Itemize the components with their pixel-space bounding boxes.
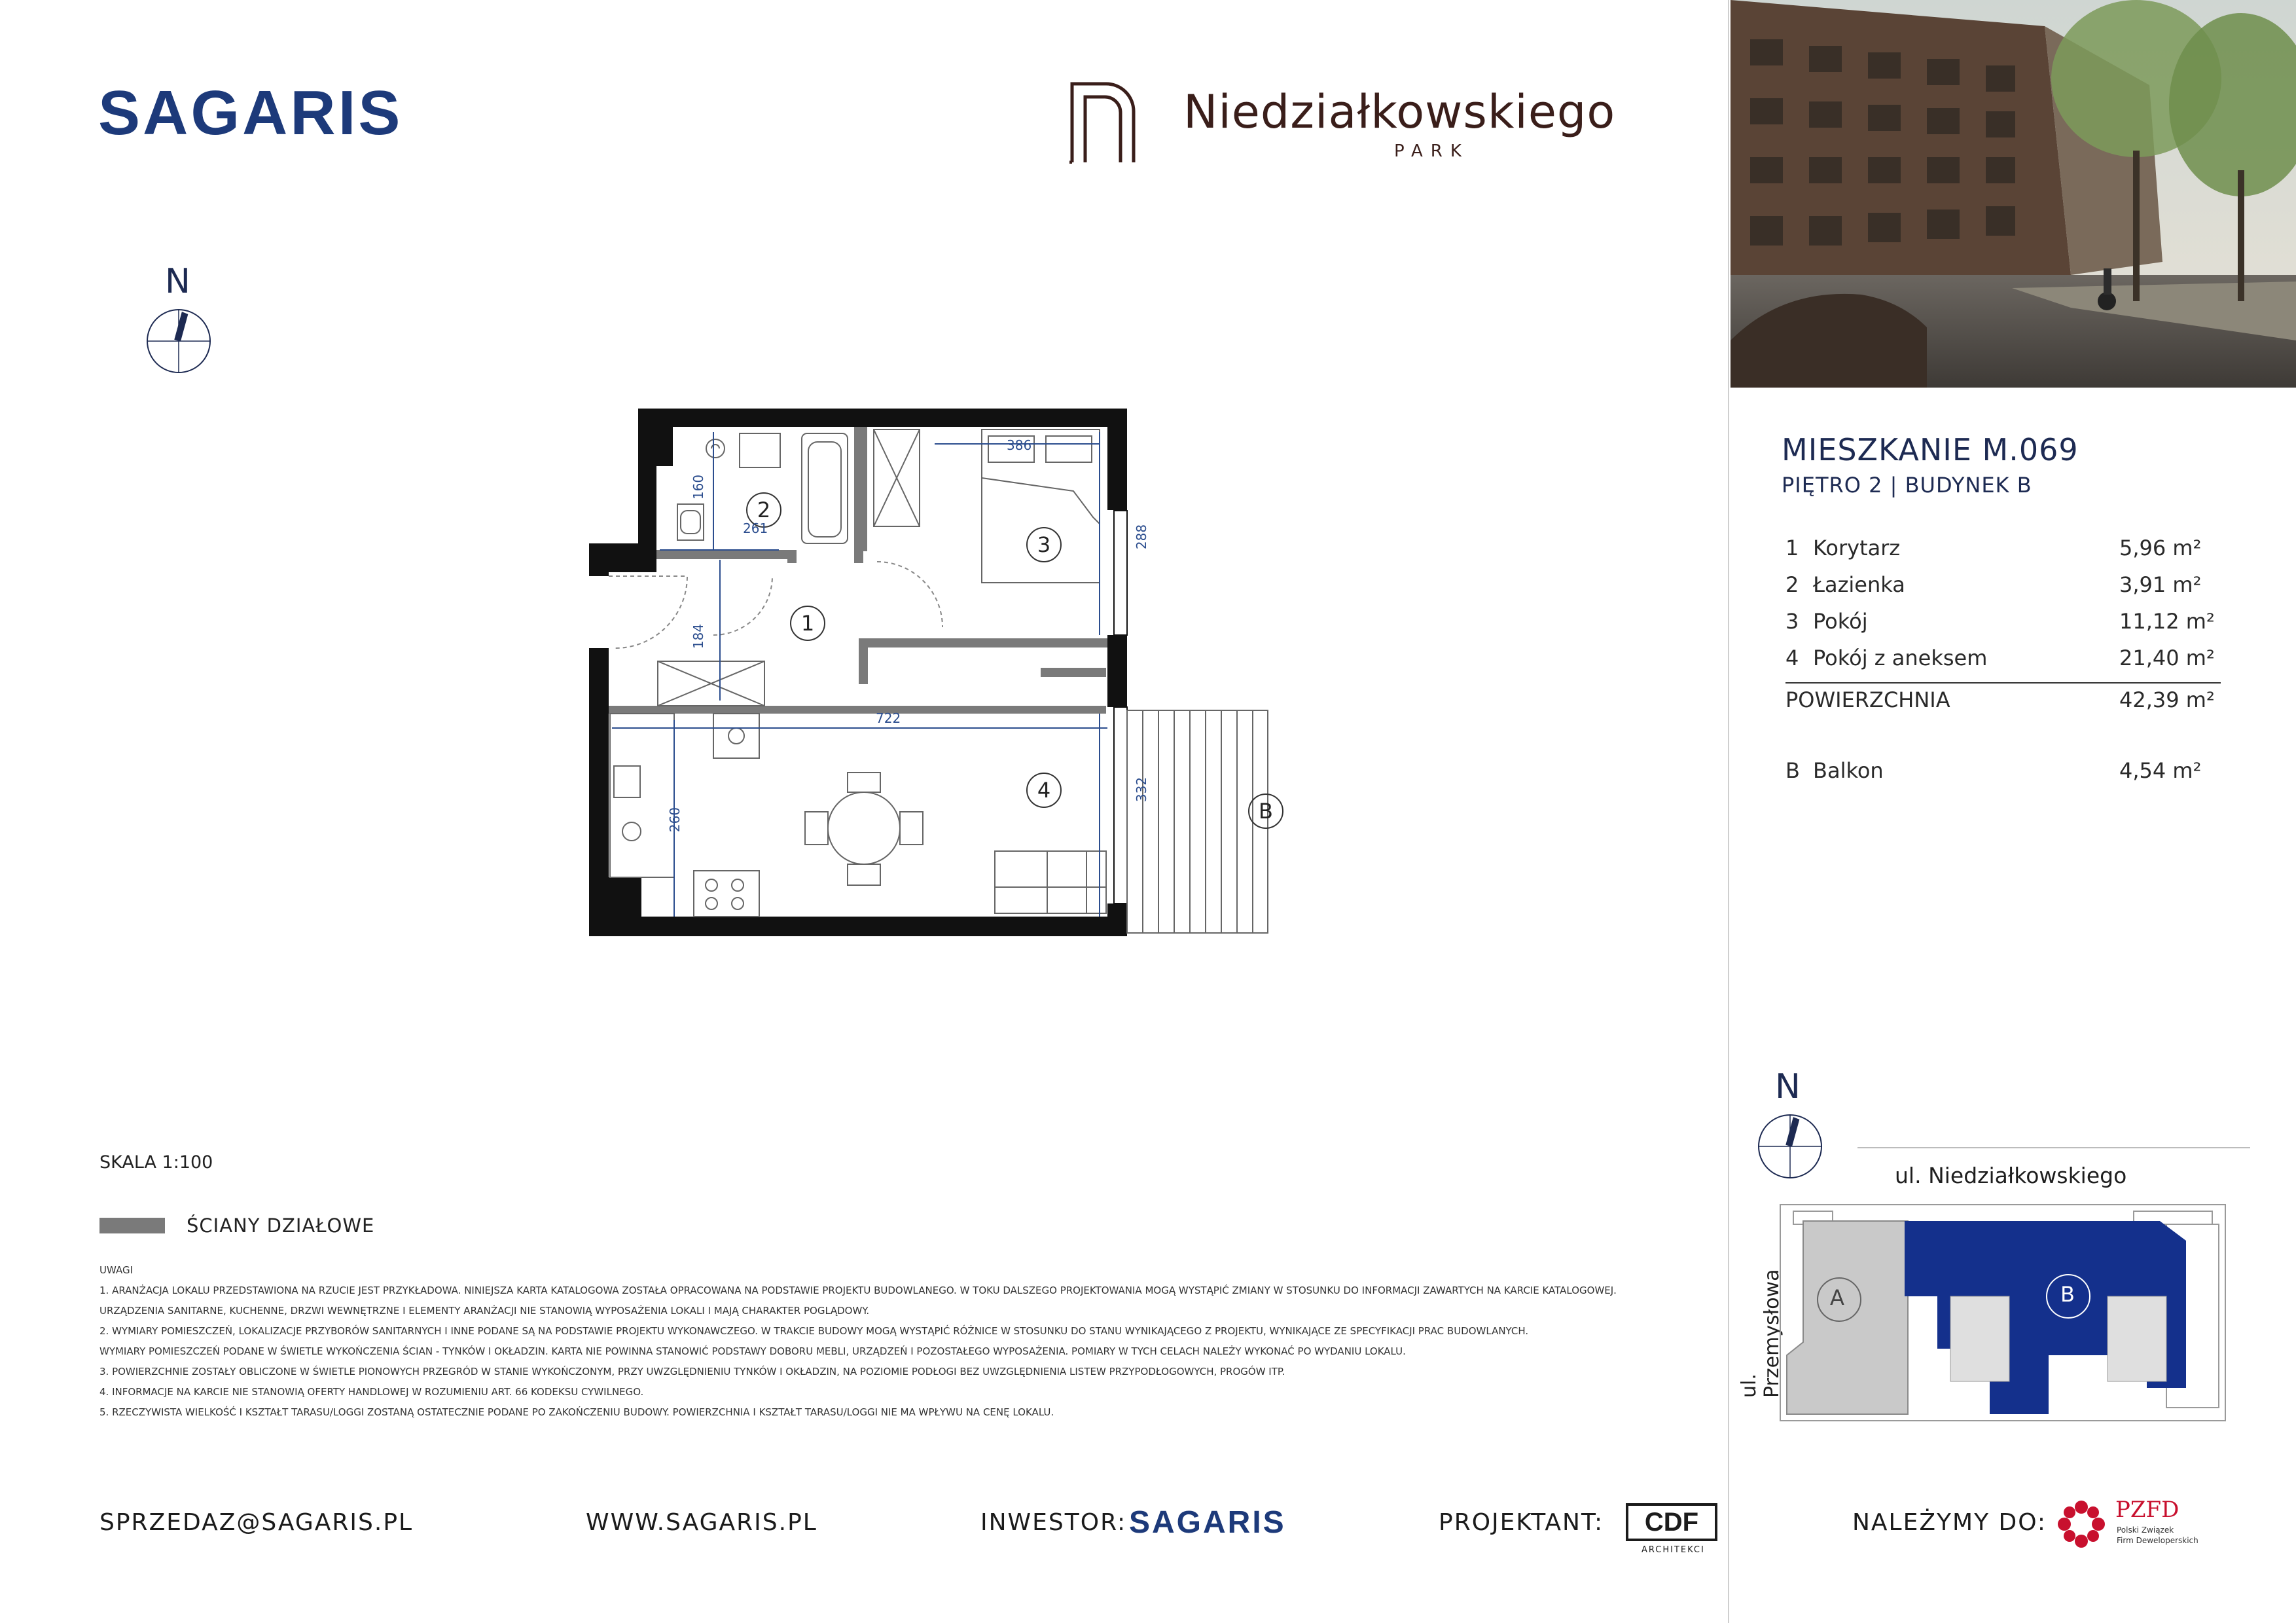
dim-722: 722	[876, 710, 901, 726]
balcony	[1127, 710, 1268, 933]
windows	[1114, 511, 1127, 903]
room-label-1-text: 1	[800, 611, 815, 636]
dim-184: 184	[691, 623, 707, 649]
entrance-door	[609, 576, 687, 648]
table-row	[1785, 609, 2224, 646]
pzfd-sub-2: Firm Deweloperskich	[2117, 1536, 2198, 1545]
scale-label: SKALA 1:100	[99, 1152, 213, 1173]
footer-email[interactable]: SPRZEDAZ@SAGARIS.PL	[99, 1509, 414, 1536]
room-num: 2	[1785, 572, 1799, 597]
compass-north-label: N	[165, 262, 190, 301]
notes	[99, 1260, 1670, 1423]
building-photo	[1731, 0, 2296, 388]
pzfd-logo-icon	[2055, 1498, 2108, 1550]
notes-line: WYMIARY POMIESZCZEŃ PODANE W ŚWIETLE WYKOŃCZENIA ŚCIAN - TYNKÓW I OKŁADZIN. KARTA NIE POWINNA STANOWIĆ PODSTAWY DOBORU MEBLI, URZĄDZEŃ I POZOSTAŁEGO WYPOSAŻENIA. POMIARY W TYCH CELACH NALEŻY WYKONAĆ PO WYDANIU LOKALU.	[99, 1345, 1406, 1357]
notes-line: 1. ARANŻACJA LOKALU PRZEDSTAWIONA NA RZUCIE JEST PRZYKŁADOWA. NINIEJSZA KARTA KATALOGOWA ZOSTAŁA OPRACOWANA NA PODSTAWIE PROJEKTU BUDOWLANEGO. W TOKU DALSZEGO PROJEKTOWANIA MOGĄ WYSTĄPIĆ ZMIANY W STOSUNKU DO INFORMACJI ZAWARTYCH NA KARCIE KATALOGOWEJ.	[99, 1285, 1617, 1296]
dim-386: 386	[1007, 437, 1032, 453]
room-label-1	[790, 606, 825, 641]
legend-walls-label: ŚCIANY DZIAŁOWE	[187, 1214, 375, 1237]
balcony-name: Balkon	[1813, 758, 1884, 783]
footer-member-label: NALEŻYMY DO:	[1852, 1509, 2047, 1536]
balcony-area: 4,54 m²	[2119, 758, 2202, 783]
notes-title: UWAGI	[99, 1264, 134, 1276]
total-label: POWIERZCHNIA	[1785, 687, 1950, 712]
notes-line: 2. WYMIARY POMIESZCZEŃ, LOKALIZACJE PRZYBORÓW SANITARNYCH I INNE PODANE SĄ NA PODSTAWIE PROJEKTU WYKONAWCZEGO. W TRAKCIE BUDOWY MOGĄ WYSTĄPIĆ RÓŻNICE W STOSUNKU DO STANU WYNIKAJĄCEGO Z PROJEKTU, WYNIKAJĄCE ZE SPECYFIKACJI PRAC BUDOWLANYCH.	[99, 1325, 1529, 1337]
room-name: Pokój z aneksem	[1813, 646, 1988, 670]
room-label-4	[1026, 773, 1062, 808]
room-num: 4	[1785, 646, 1799, 670]
room-label-b-text: B	[1259, 799, 1273, 824]
balcony-row	[1785, 758, 2224, 795]
room-area: 21,40 m²	[2119, 646, 2215, 670]
cdf-logo	[1626, 1503, 1717, 1541]
project-sub: PARK	[1394, 141, 1469, 161]
compass-icon	[143, 305, 215, 377]
partition-walls	[609, 427, 1107, 714]
total-area: 42,39 m²	[2119, 687, 2215, 712]
bedroom-door	[877, 562, 942, 627]
table-row	[1785, 572, 2224, 609]
room-name: Pokój	[1813, 609, 1868, 634]
legend-wall-swatch	[99, 1218, 165, 1233]
apartment-title: MIESZKANIE M.069	[1782, 432, 2079, 467]
room-area: 3,91 m²	[2119, 572, 2202, 597]
dim-260: 260	[667, 807, 683, 833]
dining-table	[805, 773, 923, 885]
room-name: Łazienka	[1813, 572, 1905, 597]
project-logo-mark	[1067, 79, 1139, 164]
site-divider	[1857, 1147, 2250, 1148]
footer-investor-label: INWESTOR:	[980, 1509, 1127, 1536]
project-logo	[1067, 79, 1630, 170]
room-label-2-text: 2	[757, 498, 771, 522]
site-compass-icon	[1754, 1110, 1826, 1182]
sofa	[995, 851, 1106, 913]
wardrobe	[874, 429, 920, 526]
dim-288: 288	[1134, 524, 1150, 550]
total-row	[1785, 684, 2224, 720]
pzfd-logo-text: PZFD	[2115, 1497, 2179, 1523]
cdf-logo-sub: ARCHITEKCI	[1641, 1545, 1705, 1555]
dim-332: 332	[1134, 776, 1150, 803]
building-photo-illustration	[1731, 0, 2296, 388]
table-row	[1785, 646, 2221, 684]
notes-line: 3. POWIERZCHNIE ZOSTAŁY OBLICZONE W ŚWIETLE PIONOWYCH PRZEGRÓD W STANIE WYKOŃCZONYM, PRZY UWZGLĘDNIENIU TYNKÓW I OKŁADZIN, NA POZIOMIE PODŁOGI BEZ UWZGLĘDNIENIA LISTEW PRZYPODŁOGOWYCH, PROGÓW ITP.	[99, 1366, 1285, 1377]
room-label-b	[1248, 793, 1283, 829]
room-area: 5,96 m²	[2119, 536, 2202, 560]
room-area: 11,12 m²	[2119, 609, 2215, 634]
rooms-table	[1785, 536, 2224, 795]
room-num: 1	[1785, 536, 1799, 560]
room-label-3-text: 3	[1037, 532, 1051, 557]
cdf-logo-text: CDF	[1644, 1508, 1699, 1537]
building-a-label: A	[1830, 1285, 1844, 1310]
pzfd-sub-1: Polski Związek	[2117, 1525, 2174, 1535]
room-label-3	[1026, 527, 1062, 562]
notes-line: URZĄDZENIA SANITARNE, KUCHENNE, DRZWI WEWNĘTRZNE I ELEMENTY ARANŻACJI NIE STANOWIĄ WYPOSAŻENIA LOKALI I MAJĄ CHARAKTER POGLĄDOWY.	[99, 1305, 870, 1317]
room-label-4-text: 4	[1037, 778, 1051, 803]
street-left-label: ul. Przemysłowa	[1738, 1269, 1784, 1398]
sagaris-logo: SAGARIS	[98, 78, 403, 148]
room-num: 3	[1785, 609, 1799, 634]
balcony-num: B	[1785, 758, 1800, 783]
dim-261: 261	[743, 520, 768, 536]
footer-designer-label: PROJEKTANT:	[1439, 1509, 1604, 1536]
project-name: Niedziałkowskiego	[1183, 85, 1616, 139]
building-b-label: B	[2060, 1282, 2075, 1307]
site-compass-north-label: N	[1775, 1067, 1801, 1106]
street-top-label: ul. Niedziałkowskiego	[1895, 1163, 2127, 1188]
room-name: Korytarz	[1813, 536, 1901, 560]
notes-line: 4. INFORMACJE NA KARCIE NIE STANOWIĄ OFERTY HANDLOWEJ W ROZUMIENIU ART. 66 KODEKSU CYWILNEGO.	[99, 1386, 644, 1398]
dim-160: 160	[691, 474, 707, 500]
table-row	[1785, 536, 2224, 572]
notes-line: 5. RZECZYWISTA WIELKOŚĆ I KSZTAŁT TARASU/LOGGI ZOSTANĄ OSTATECZNIE PODANE PO ZAKOŃCZENIU BUDOWY. POWIERZCHNIA I KSZTAŁT TARASU/LOGGI NIE MA WPŁYWU NA CENĘ LOKALU.	[99, 1406, 1054, 1418]
footer-website[interactable]: WWW.SAGARIS.PL	[586, 1509, 817, 1536]
footer-investor-logo: SAGARIS	[1129, 1505, 1286, 1540]
building-a-shape	[1787, 1221, 1908, 1414]
apartment-subtitle: PIĘTRO 2 | BUDYNEK B	[1782, 473, 2032, 498]
